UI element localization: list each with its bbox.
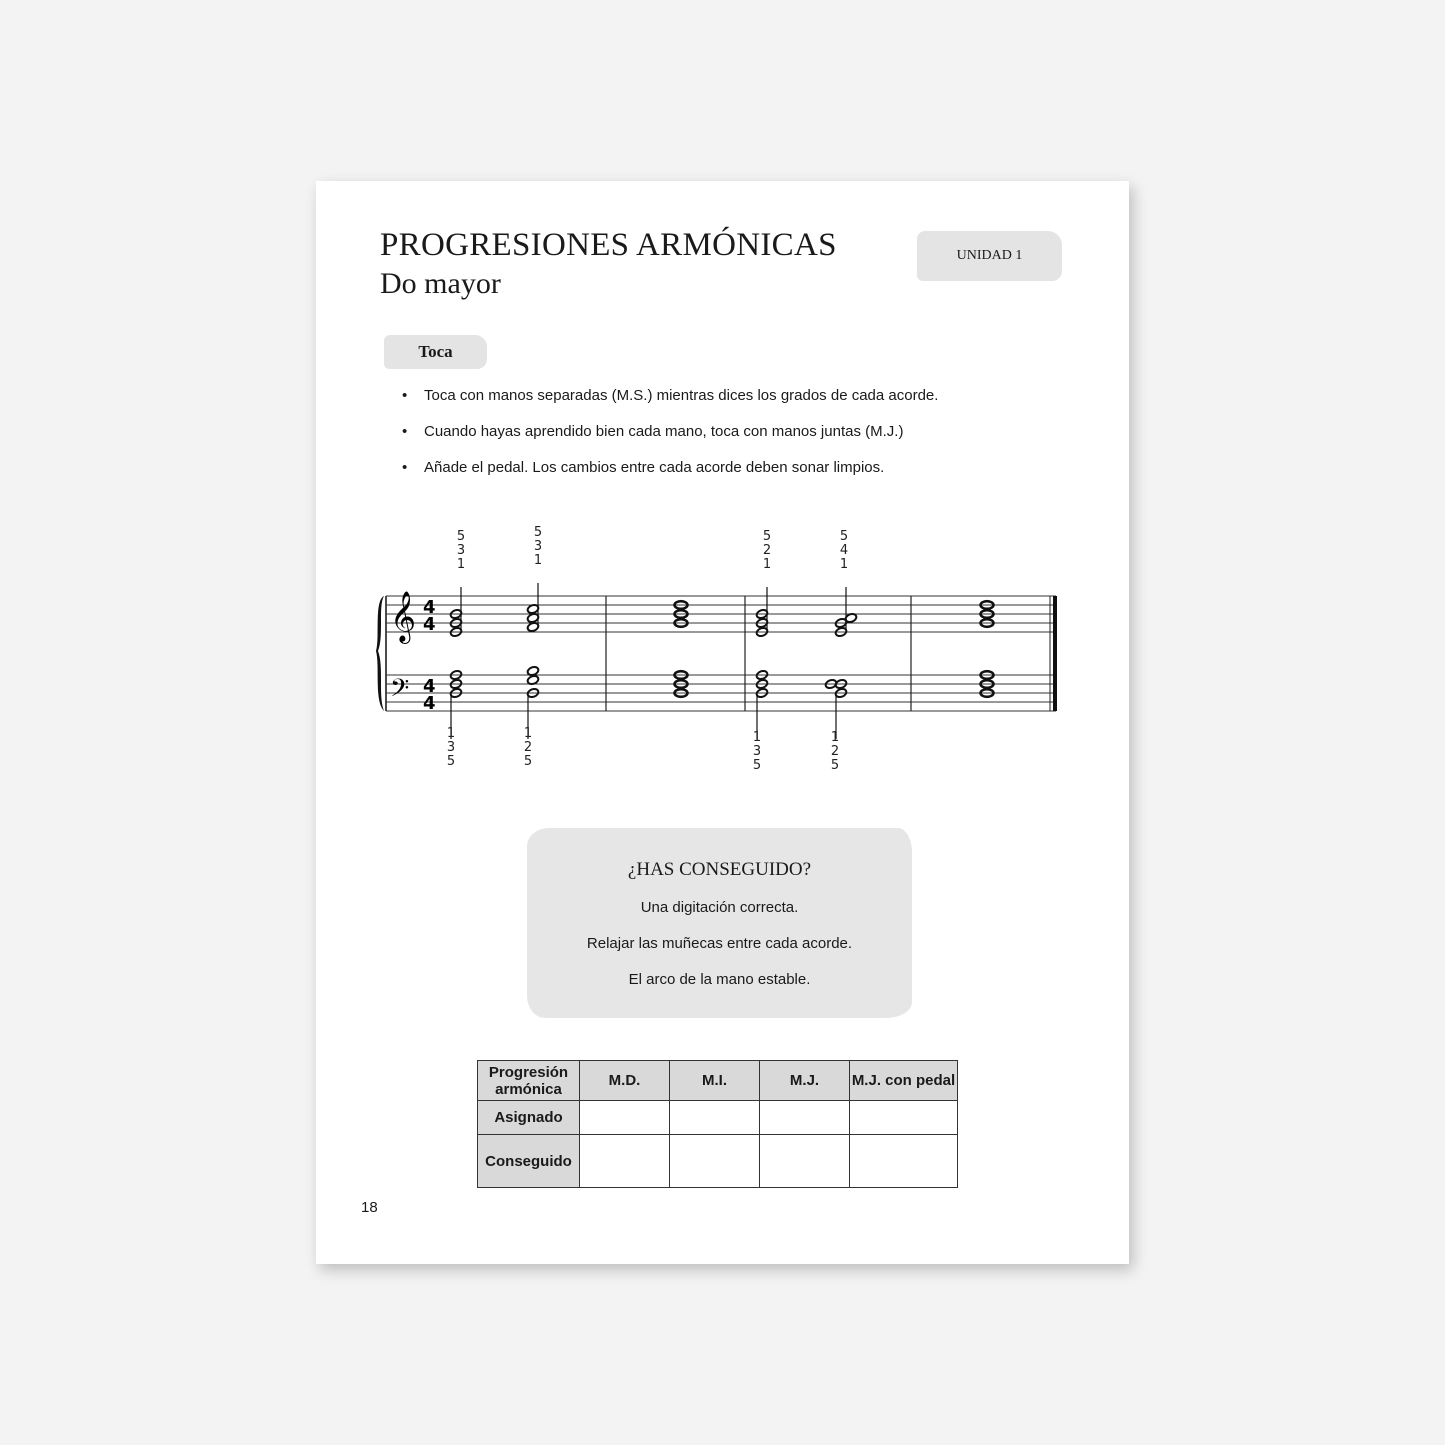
page-number: 18 <box>361 1199 378 1216</box>
lh-finger: 5 <box>752 758 762 773</box>
table-header-row <box>478 1061 958 1101</box>
progress-table <box>477 1060 958 1188</box>
bass-chord <box>756 670 769 739</box>
rh-finger: 1 <box>533 553 543 568</box>
table-cell[interactable] <box>670 1135 760 1188</box>
table-cell[interactable] <box>580 1101 670 1135</box>
treble-clef-icon: 𝄞 <box>390 591 417 642</box>
rh-finger: 5 <box>839 529 849 544</box>
table-cell[interactable] <box>760 1135 850 1188</box>
rh-finger: 5 <box>762 529 772 544</box>
table-cell[interactable] <box>580 1135 670 1188</box>
rh-finger: 4 <box>839 543 849 558</box>
bass-time-top: 4 <box>423 676 436 697</box>
lh-finger: 1 <box>830 730 840 745</box>
column-header: M.J. <box>760 1061 850 1101</box>
column-header: M.I. <box>670 1061 760 1101</box>
lh-finger: 3 <box>752 744 762 759</box>
unit-badge-label: UNIDAD 1 <box>956 248 1023 263</box>
bass-staff <box>386 675 1056 711</box>
rh-finger: 1 <box>762 557 772 572</box>
treble-staff <box>386 596 1056 632</box>
lh-finger: 1 <box>523 726 533 741</box>
treble-chord <box>450 587 463 637</box>
grand-staff-brace <box>376 596 384 711</box>
treble-chord <box>756 587 769 637</box>
page-subtitle: Do mayor <box>380 267 501 300</box>
lh-finger: 2 <box>523 740 533 755</box>
row-label: Conseguido <box>478 1135 580 1188</box>
page-title: PROGRESIONES ARMÓNICAS <box>380 227 837 263</box>
instruction-item: • Toca con manos separadas (M.S.) mientras dices los grados de cada acorde. <box>396 384 938 420</box>
lh-finger: 1 <box>446 726 456 741</box>
treble-chord <box>527 583 540 632</box>
table-row <box>478 1135 958 1188</box>
lh-finger: 5 <box>523 754 533 769</box>
column-header: M.J. con pedal <box>850 1061 958 1101</box>
table-row <box>478 1101 958 1135</box>
instruction-list <box>396 384 938 492</box>
rh-finger: 1 <box>456 557 466 572</box>
treble-time-bottom: 4 <box>423 614 436 635</box>
self-check-item: Relajar las muñecas entre cada acorde. <box>586 935 853 952</box>
row-label: Asignado <box>478 1101 580 1135</box>
bass-clef-icon: 𝄢 <box>390 674 410 709</box>
column-header: M.D. <box>580 1061 670 1101</box>
lh-finger: 3 <box>446 740 456 755</box>
table-cell[interactable] <box>850 1101 958 1135</box>
treble-time-top: 4 <box>423 597 436 618</box>
instruction-item: • Añade el pedal. Los cambios entre cada acorde deben sonar limpios. <box>396 456 938 492</box>
rh-finger: 2 <box>762 543 772 558</box>
table-cell[interactable] <box>850 1135 958 1188</box>
column-header: Progresión armónica <box>478 1061 580 1101</box>
lh-finger: 5 <box>830 758 840 773</box>
rh-finger: 3 <box>456 543 466 558</box>
rh-finger: 5 <box>456 529 466 544</box>
lh-finger: 2 <box>830 744 840 759</box>
instruction-item: • Cuando hayas aprendido bien cada mano, toca con manos juntas (M.J.) <box>396 420 938 456</box>
self-check-item: Una digitación correcta. <box>640 899 799 916</box>
table-cell[interactable] <box>670 1101 760 1135</box>
barlines <box>606 596 911 711</box>
music-score <box>372 525 1072 781</box>
table-cell[interactable] <box>760 1101 850 1135</box>
rh-finger: 5 <box>533 525 543 540</box>
lh-finger: 1 <box>752 730 762 745</box>
lh-finger: 5 <box>446 754 456 769</box>
bass-time-bottom: 4 <box>423 693 436 714</box>
self-check-title: ¿HAS CONSEGUIDO? <box>627 859 812 880</box>
self-check-item: El arco de la mano estable. <box>628 971 811 988</box>
treble-chord <box>835 587 858 637</box>
self-check-box <box>527 828 912 1018</box>
rh-finger: 1 <box>839 557 849 572</box>
section-label-badge <box>384 335 487 369</box>
unit-badge <box>917 231 1062 281</box>
workbook-page <box>316 181 1129 1264</box>
section-label: Toca <box>418 342 453 361</box>
rh-finger: 3 <box>533 539 543 554</box>
